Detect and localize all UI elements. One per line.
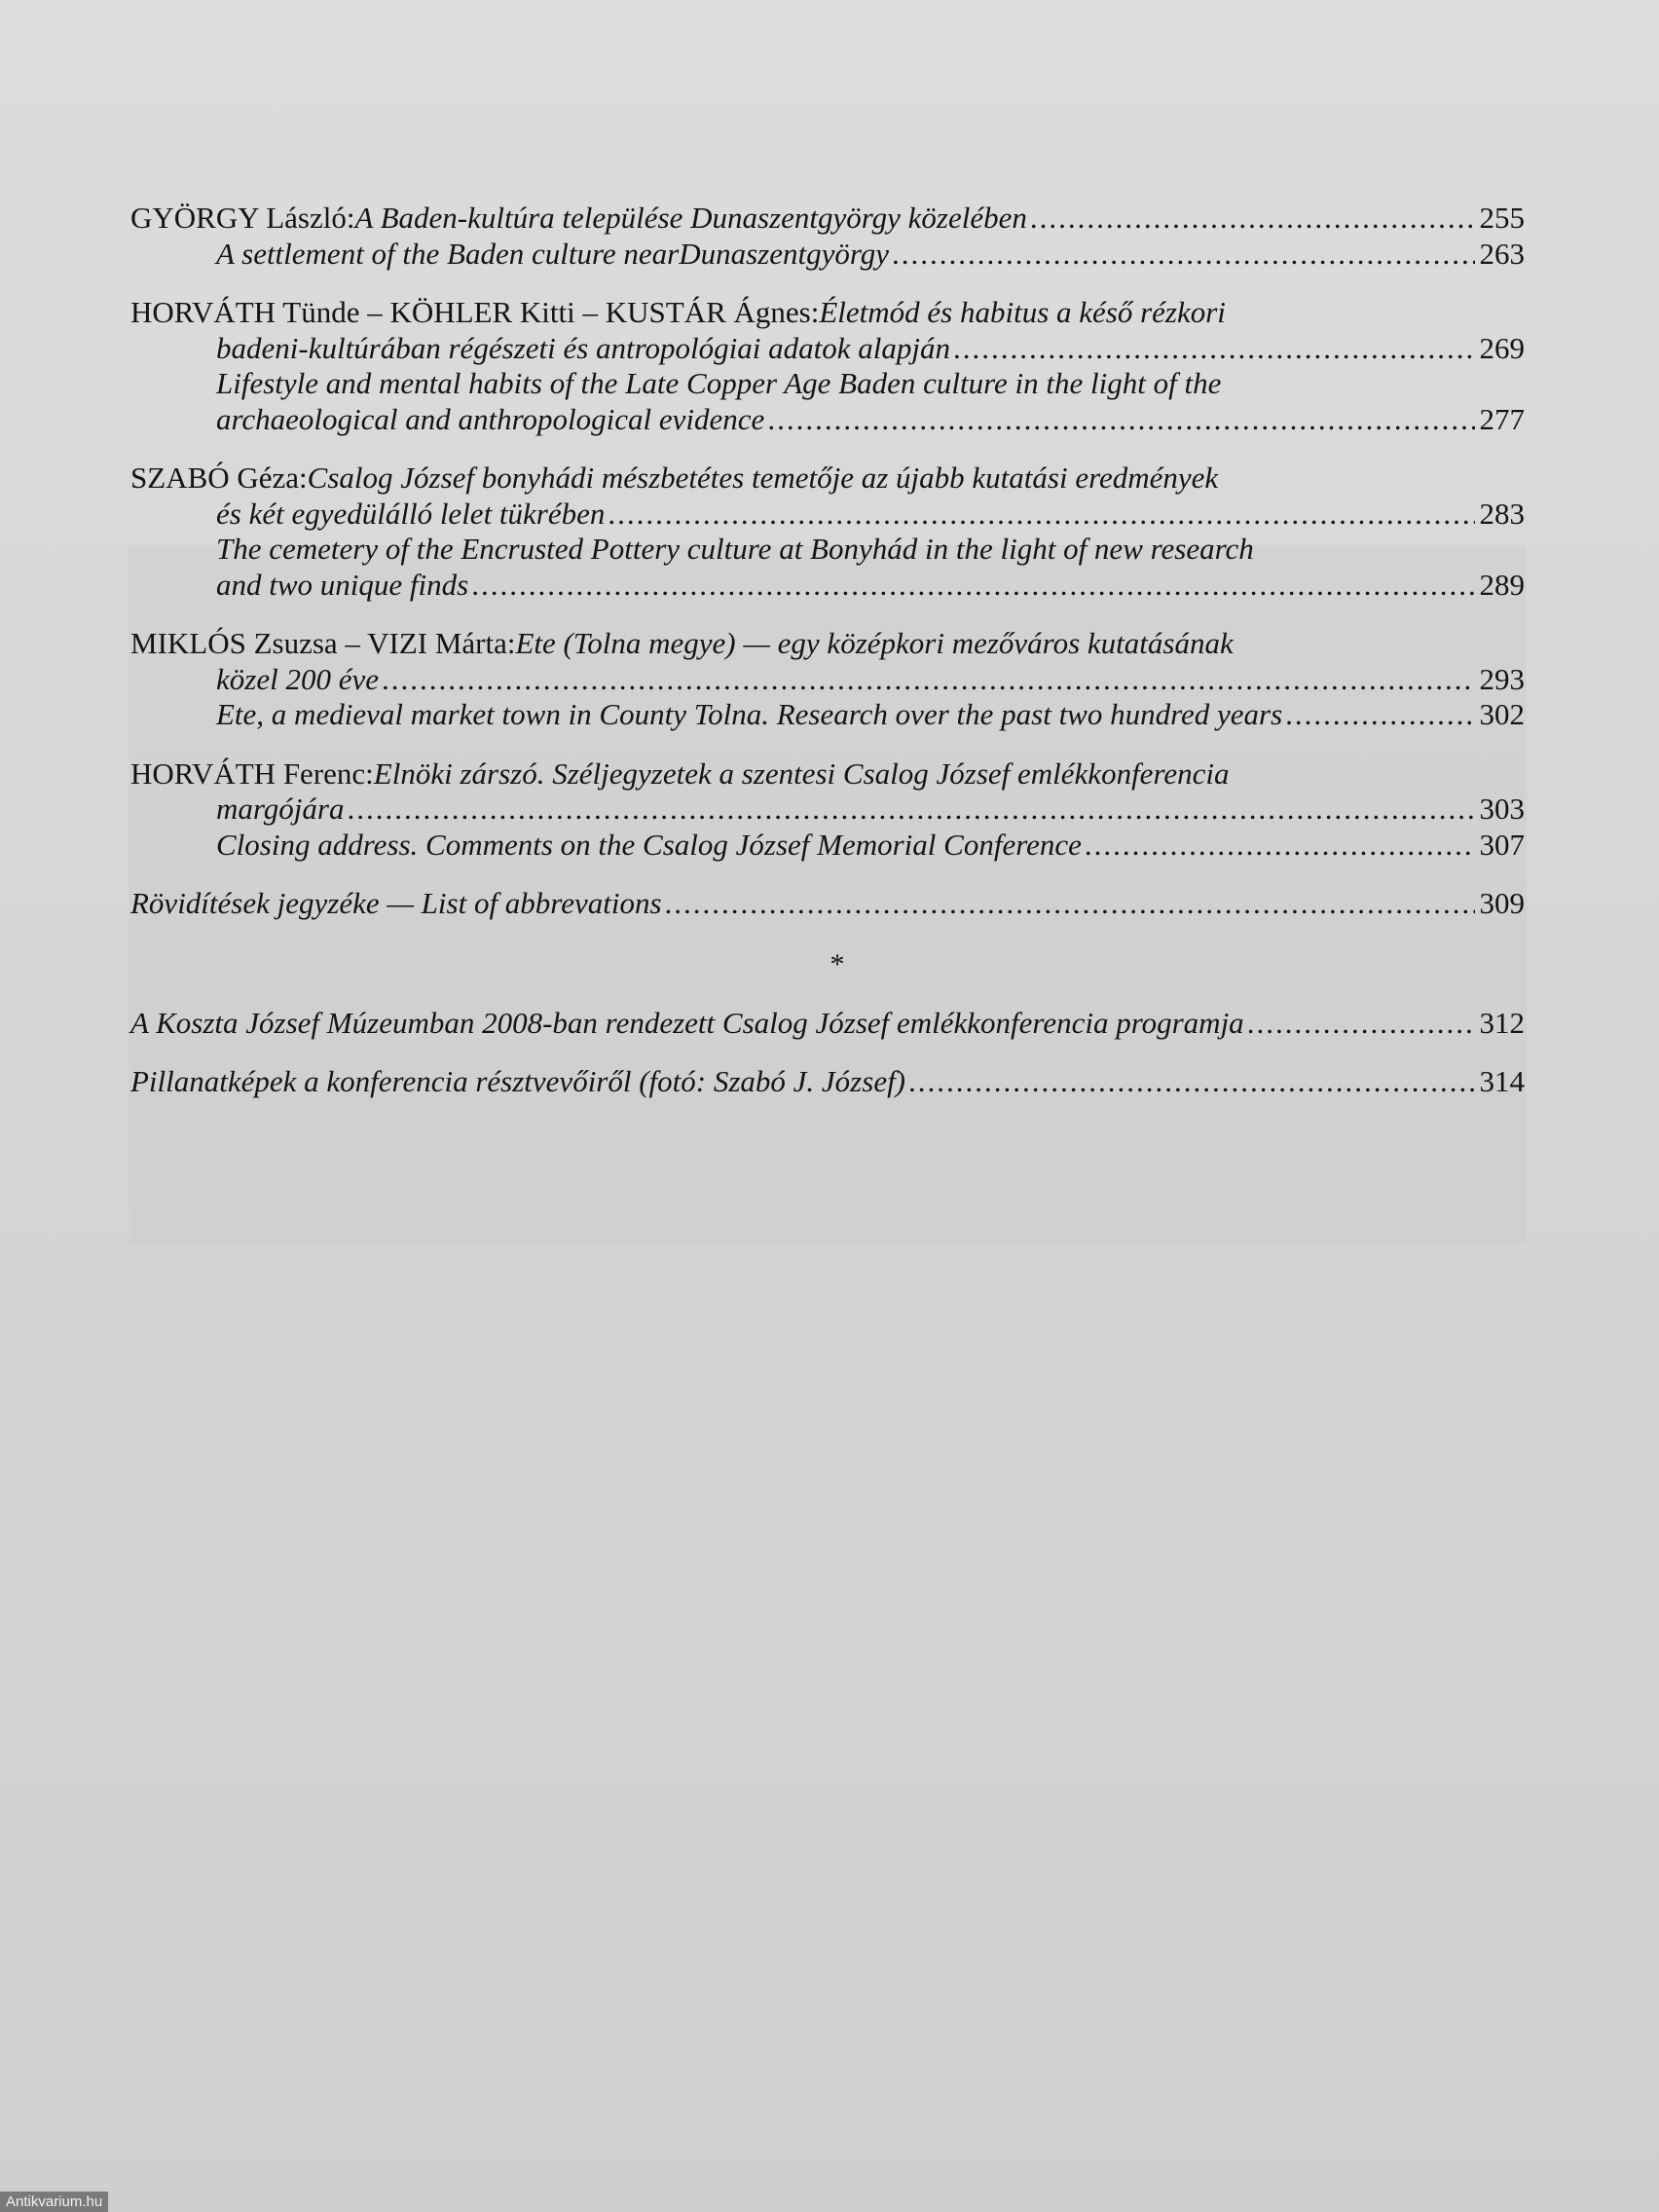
toc-line-continued: [130, 792, 1525, 828]
page-number: 312: [1479, 1005, 1525, 1040]
entry-translation: The cemetery of the Encrusted Pottery culture at Bonyhád in the light of new research: [216, 532, 1254, 566]
page-number: 269: [1479, 330, 1525, 365]
toc-subline: [130, 532, 1525, 568]
entry-title: A Baden-kultúra települése Dunaszentgyörgy közelében: [354, 201, 1027, 235]
toc-subline: [130, 237, 1525, 273]
dot-leader: [953, 331, 1475, 367]
watermark-label: Antikvarium.hu: [0, 2192, 108, 2212]
page-number: 289: [1479, 567, 1525, 602]
page-number: 293: [1479, 661, 1525, 696]
toc-subline: [130, 366, 1525, 402]
entry-title: Csalog József bonyhádi mészbetétes temetője az újabb kutatási eredmények: [307, 461, 1219, 495]
entry-author: HORVÁTH Ferenc:: [130, 756, 374, 791]
page-number: 283: [1479, 496, 1525, 531]
toc-line: [130, 201, 1525, 237]
entry-title-continued: és két egyedülálló lelet tükrében: [216, 496, 606, 531]
toc-line-continued: [130, 497, 1525, 533]
dot-leader: [1247, 1006, 1475, 1042]
toc-subline-continued: [130, 402, 1525, 438]
page-number: 303: [1479, 792, 1525, 826]
toc-entry: [130, 201, 1525, 272]
entry-author: HORVÁTH Tünde – KÖHLER Kitti – KUSTÁR Ágnes:: [130, 295, 820, 329]
page-number: 302: [1479, 697, 1525, 731]
page-number: 314: [1479, 1064, 1525, 1098]
entry-author: SZABÓ Géza:: [130, 461, 308, 495]
entry-author: GYÖRGY László:: [130, 201, 355, 235]
toc-entry: [130, 756, 1525, 864]
dot-leader: [892, 237, 1475, 273]
table-of-contents: [130, 201, 1525, 1124]
toc-line: [130, 295, 1525, 331]
dot-leader: [908, 1064, 1475, 1100]
entry-title: Életmód és habitus a késő rézkori: [819, 295, 1226, 329]
page-number: 263: [1479, 236, 1525, 271]
entry-translation: Ete, a medieval market town in County Tolna. Research over the past two hundred years: [216, 697, 1283, 731]
dot-leader: [665, 886, 1475, 922]
page-number: 255: [1479, 201, 1525, 235]
page-number: 277: [1479, 401, 1525, 436]
toc-subline: [130, 697, 1525, 733]
entry-translation: A settlement of the Baden culture nearDunaszentgyörgy: [216, 236, 890, 271]
entry-title: Elnöki zárszó. Széljegyzetek a szentesi Csalog József emlékkonferencia: [373, 756, 1230, 791]
entry-title: Ete (Tolna megye) — egy középkori mezőváros kutatásának: [515, 626, 1234, 660]
entry-title-continued: badeni-kultúrában régészeti és antropológiai adatok alapján: [216, 330, 950, 365]
entry-title: Rövidítések jegyzéke — List of abbrevations: [130, 886, 662, 920]
dot-leader: [471, 568, 1475, 604]
entry-title: A Koszta József Múzeumban 2008-ban rendezett Csalog József emlékkonferencia programja: [130, 1005, 1244, 1040]
entry-translation-continued: archaeological and anthropological evidence: [216, 401, 765, 436]
toc-subline: [130, 828, 1525, 864]
toc-entry: [130, 461, 1525, 603]
toc-line: [130, 886, 1525, 922]
dot-leader: [382, 662, 1475, 698]
entry-translation: Lifestyle and mental habits of the Late Copper Age Baden culture in the light of the: [216, 366, 1222, 400]
entry-title-continued: margójára: [216, 792, 345, 826]
toc-entry-program: [130, 1006, 1525, 1042]
dot-leader: [1285, 697, 1475, 733]
toc-line: [130, 756, 1525, 793]
entry-author: MIKLÓS Zsuzsa – VIZI Márta:: [130, 626, 516, 660]
toc-line: [130, 1006, 1525, 1042]
dot-leader: [1085, 828, 1475, 864]
toc-subline-continued: [130, 568, 1525, 604]
page-number: 309: [1479, 886, 1525, 920]
page-number: 307: [1479, 827, 1525, 862]
toc-entry-photos: [130, 1064, 1525, 1100]
toc-entry-abbreviations: [130, 886, 1525, 922]
dot-leader: [608, 497, 1475, 533]
toc-line-continued: [130, 331, 1525, 367]
toc-entry: [130, 295, 1525, 437]
entry-title-continued: közel 200 éve: [216, 661, 379, 696]
entry-translation: Closing address. Comments on the Csalog József Memorial Conference: [216, 827, 1082, 862]
entry-translation-continued: and two unique finds: [216, 567, 469, 602]
section-separator: *: [830, 947, 845, 980]
dot-leader: [347, 792, 1475, 828]
toc-line: [130, 626, 1525, 662]
toc-line-continued: [130, 662, 1525, 698]
toc-line: [130, 461, 1525, 497]
dot-leader: [767, 402, 1475, 438]
entry-title: Pillanatképek a konferencia résztvevőiről (fotó: Szabó J. József): [130, 1064, 906, 1098]
toc-line: [130, 1064, 1525, 1100]
dot-leader: [1030, 201, 1475, 237]
toc-entry: [130, 626, 1525, 733]
